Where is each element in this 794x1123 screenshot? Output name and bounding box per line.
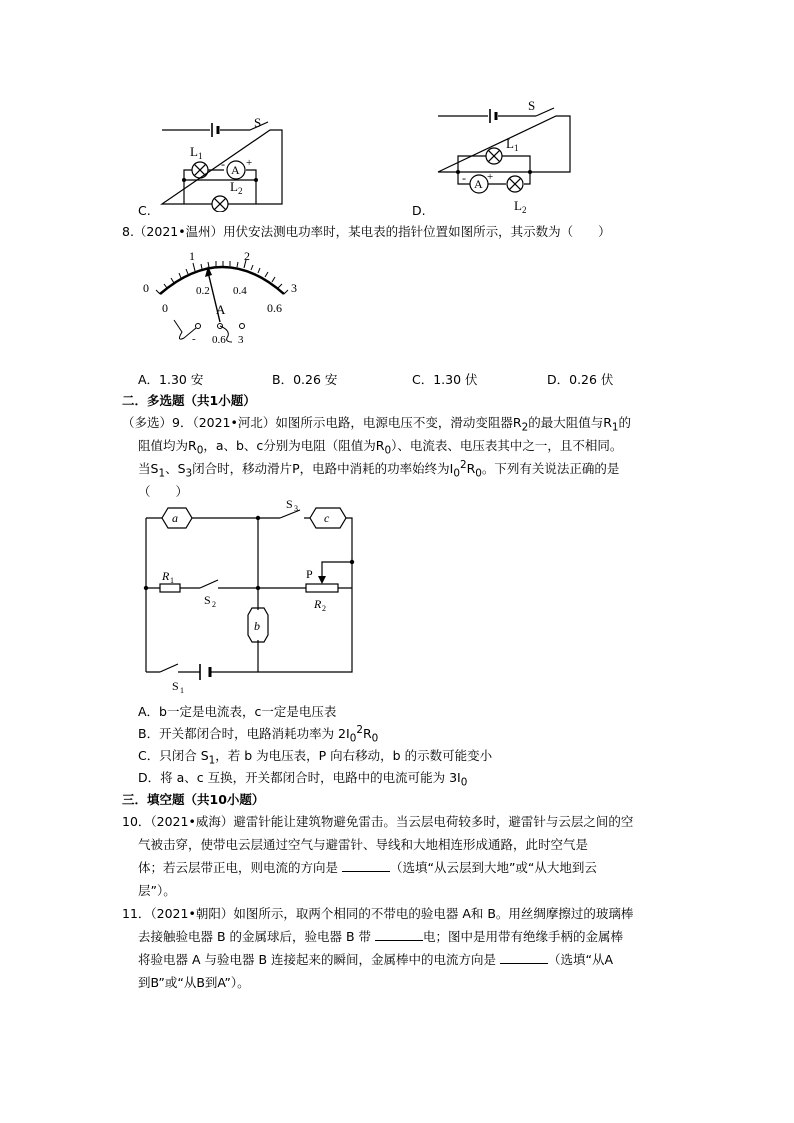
- lamp1-label: L: [190, 144, 198, 159]
- meter-c-label: c: [324, 511, 330, 525]
- question-11-line2: 去接触验电器 B 的金属球后，验电器 B 带 电；图中是用带有绝缘手柄的金属棒: [138, 929, 624, 944]
- question-11-line1: 11．（2021•朝阳）如图所示，取两个相同的不带电的验电器 A和 B。用丝绸摩擦过的玻璃棒: [122, 906, 634, 921]
- slider-p-label: P: [306, 567, 313, 581]
- q8-option-a: A．1.30 安: [138, 372, 204, 387]
- answer-blank[interactable]: [342, 859, 390, 872]
- plus-sign: +: [487, 171, 494, 183]
- q9-option-d: D．将 a、c 互换，开关都闭合时，电路中的电流可能为 $3I_0$: [138, 770, 468, 789]
- lamp2-label: L: [514, 198, 522, 213]
- bottom-scale-0: 0: [162, 301, 168, 315]
- ammeter-dial: [138, 246, 308, 348]
- ammeter-label: A: [231, 163, 240, 177]
- bottom-scale-0-2: 0.2: [196, 285, 210, 297]
- meter-b-label: b: [254, 619, 260, 633]
- question-10-line2: 气被击穿，使带电云层通过空气与避雷针、导线和大地相连形成通路，此时空气是: [138, 837, 589, 852]
- r1-label: R: [162, 569, 170, 583]
- q8-option-b: B．0.26 安: [272, 372, 338, 387]
- question-11-line4: 到B”或“从B到A”）。: [138, 975, 250, 990]
- question-9-line1: （多选）9．（2021•河北）如图所示电路，电源电压不变，滑动变阻器$R_2$的最大阻值与$R_1$的: [122, 415, 632, 434]
- terminal-minus: -: [192, 333, 196, 345]
- answer-blank[interactable]: [375, 928, 423, 941]
- lamp1-sub: 1: [514, 143, 519, 153]
- section-2-heading: 二．多选题（共1小题）: [122, 393, 256, 408]
- question-9-line3: 当$S_1$、$S_3$闭合时，移动滑片P，电路中消耗的功率始终为$I_0^2R_0$。下列有关说法正确的是: [138, 459, 620, 480]
- s3-sub: 3: [294, 504, 298, 513]
- terminal-0-6: 0.6: [212, 334, 226, 346]
- lamp2-sub: 2: [238, 186, 243, 196]
- section-3-heading: 三．填空题（共10小题）: [122, 792, 265, 807]
- s2-sub: 2: [212, 600, 216, 609]
- bottom-scale-0-4: 0.4: [233, 285, 247, 297]
- question-10-line3: 体；若云层带正电，则电流的方向是 （选填“从云层到大地”或“从大地到云: [138, 860, 597, 875]
- bottom-scale-0-6: 0.6: [267, 301, 282, 315]
- circuit-diagram-c: [150, 112, 290, 212]
- terminal-3: 3: [238, 334, 244, 346]
- question-9-line2: 阻值均为$R_0$，a、b、c分别为电阻（阻值为$R_0$）、电流表、电压表其中之一，且不相同。: [138, 438, 623, 457]
- switch-label: S: [254, 115, 262, 130]
- q8-option-c: C．1.30 伏: [412, 372, 478, 387]
- top-scale-2: 2: [244, 249, 250, 263]
- top-scale-1: 1: [189, 249, 195, 263]
- question-9-line4: （ ）: [138, 484, 189, 499]
- option-d-label: D.: [412, 203, 426, 218]
- lamp2-sub: 2: [522, 205, 527, 215]
- s3-label: S: [286, 500, 293, 511]
- question-8-text: 8.（2021•温州）用伏安法测电功率时，某电表的指针位置如图所示，其示数为（ ）: [122, 224, 611, 239]
- question-10-line4: 层”）。: [138, 883, 176, 898]
- r1-sub: 1: [170, 576, 174, 585]
- answer-blank[interactable]: [500, 951, 548, 964]
- minus-sign: -: [221, 157, 225, 171]
- q9-option-b: B．开关都闭合时，电路消耗功率为 $2I_0^2R_0$: [138, 724, 379, 745]
- s1-label: S: [172, 679, 179, 693]
- plus-sign: +: [246, 157, 253, 169]
- top-scale-3: 3: [291, 281, 297, 295]
- question-10-line1: 10．（2021•威海）避雷针能让建筑物避免雷击。当云层电荷较多时，避雷针与云层之间的空: [122, 814, 634, 829]
- switch-label: S: [528, 98, 536, 113]
- s2-label: S: [204, 593, 211, 607]
- q9-option-c: C．只闭合 $S_1$，若 b 为电压表，P 向右移动，b 的示数可能变小: [138, 748, 493, 767]
- q8-option-d: D．0.26 伏: [547, 372, 614, 387]
- circuit-diagram-d: [428, 96, 578, 216]
- lamp2-label: L: [230, 179, 238, 194]
- q9-option-a: A．b一定是电流表，c一定是电压表: [138, 704, 337, 719]
- lamp1-sub: 1: [198, 151, 203, 161]
- r2-sub: 2: [322, 604, 326, 613]
- circuit-diagram-q9: [138, 500, 368, 700]
- option-c-label: C.: [138, 203, 151, 218]
- question-11-line3: 将验电器 A 与验电器 B 连接起来的瞬间，金属棒中的电流方向是 （选填“从A: [138, 952, 614, 967]
- meter-a-label: a: [172, 511, 178, 525]
- ammeter-label: A: [474, 177, 483, 191]
- s1-sub: 1: [180, 686, 184, 695]
- minus-sign: -: [462, 171, 466, 185]
- unit-label: A: [216, 302, 226, 317]
- top-scale-0: 0: [143, 281, 149, 295]
- r2-label: R: [314, 597, 322, 611]
- lamp1-label: L: [506, 136, 514, 151]
